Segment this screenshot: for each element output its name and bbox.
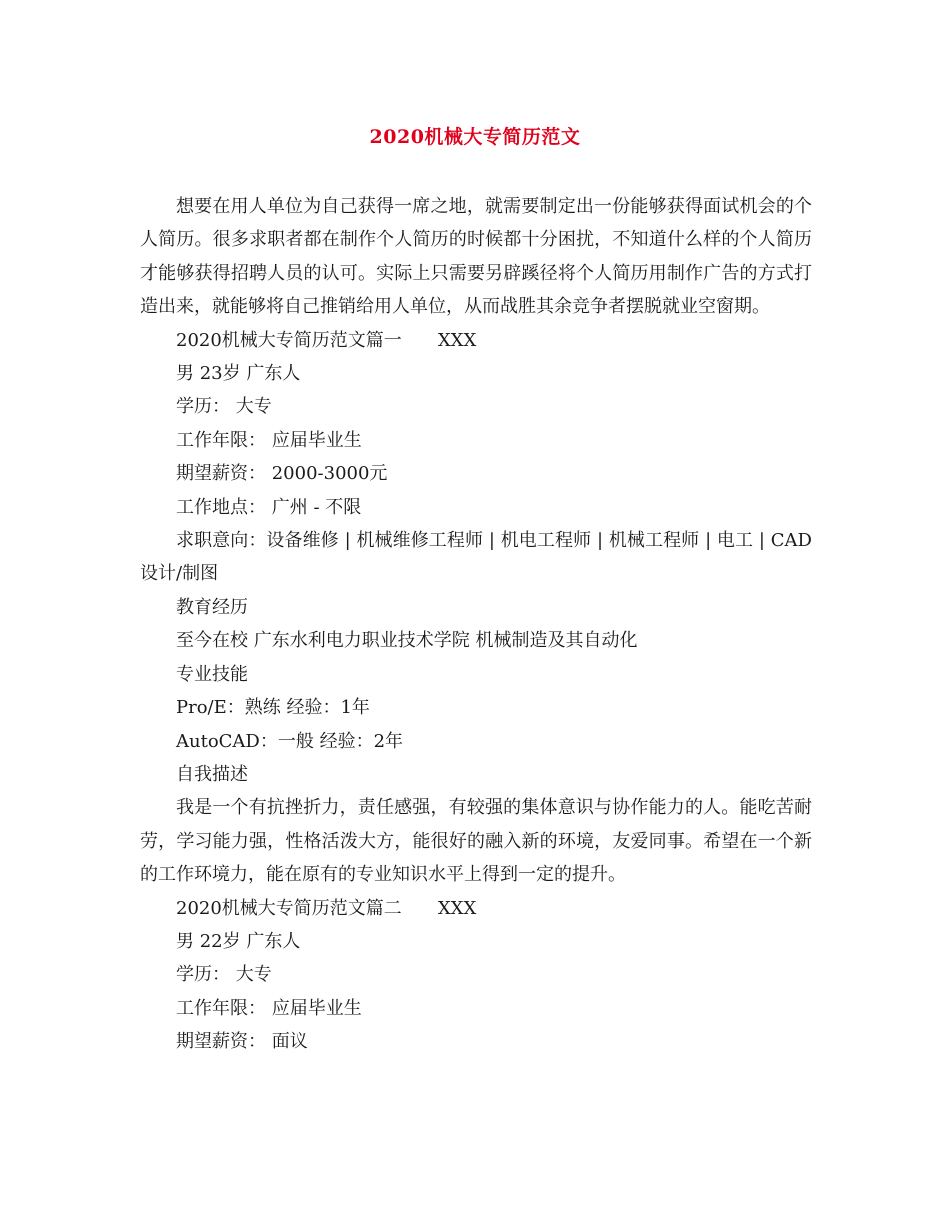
sample1-self-desc: 我是一个有抗挫折力，责任感强，有较强的集体意识与协作能力的人。能吃苦耐劳，学习能力强，性格活泼大方，能很好的融入新的环境，友爱同事。希望在一个新的工作环境力，能在原有的专业知识水平上得到一定的提升。	[140, 797, 812, 886]
sample1-intent: 求职意向：设备维修 | 机械维修工程师 | 机电工程师 | 机械工程师 | 电工 | CAD设计/制图	[140, 530, 812, 585]
sample1-basic: 男 23岁 广东人	[176, 363, 301, 385]
sample1-skill-autocad: AutoCAD：一般 经验：2年	[176, 730, 404, 752]
sample1-self-heading: 自我描述	[176, 763, 248, 785]
document-body	[140, 190, 812, 1059]
sample2-basic: 男 22岁 广东人	[176, 930, 301, 952]
intro-paragraph: 想要在用人单位为自己获得一席之地，就需要制定出一份能够获得面试机会的个人简历。很多求职者都在制作个人简历的时候都十分困扰，不知道什么样的个人简历才能够获得招聘人员的认可。实际上只需要另辟蹊径将个人简历用制作广告的方式打造出来，就能够将自己推销给用人单位，从而战胜其余竞争者摆脱就业空窗期。	[140, 196, 812, 318]
sample1-skills-heading: 专业技能	[176, 663, 248, 685]
sample1-salary: 期望薪资： 2000-3000元	[176, 463, 388, 485]
sample1-skill-proe: Pro/E：熟练 经验：1年	[176, 697, 370, 719]
sample1-heading-line	[140, 324, 812, 357]
sample1-edu-heading: 教育经历	[176, 596, 248, 618]
sample1-education: 学历： 大专	[176, 396, 272, 418]
sample1-location: 工作地点： 广州 - 不限	[176, 496, 362, 518]
sample2-education: 学历： 大专	[176, 964, 272, 986]
sample1-edu-item: 至今在校 广东水利电力职业技术学院 机械制造及其自动化	[176, 630, 638, 652]
sample2-salary: 期望薪资： 面议	[176, 1031, 308, 1053]
sample2-experience: 工作年限： 应届毕业生	[176, 997, 362, 1019]
sample1-experience: 工作年限： 应届毕业生	[176, 429, 362, 451]
sample2-name: XXX	[437, 897, 477, 919]
sample2-heading: 2020机械大专简历范文篇二	[176, 897, 402, 919]
sample1-name: XXX	[437, 329, 477, 351]
sample2-heading-line	[140, 892, 812, 925]
document-title: 2020机械大专简历范文	[369, 126, 581, 148]
sample1-heading: 2020机械大专简历范文篇一	[176, 329, 402, 351]
